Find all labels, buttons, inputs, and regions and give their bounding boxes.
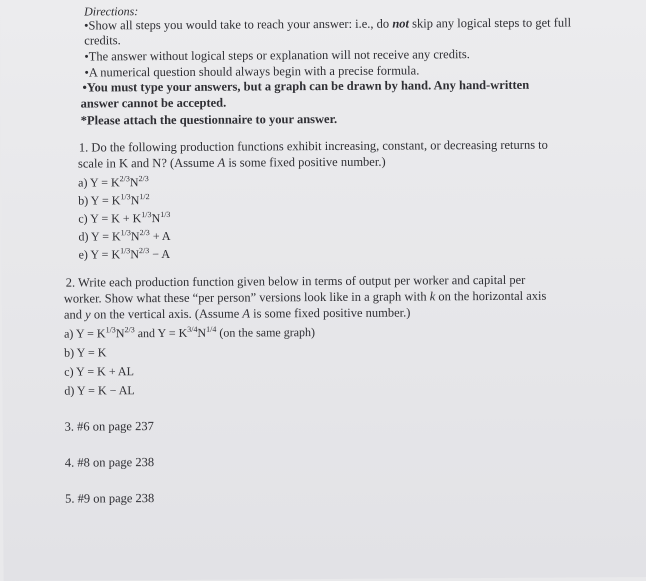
q2-prompt-line3: and y on the vertical axis. (Assume A is some fixed positive number.) bbox=[63, 305, 411, 322]
q2-option-a: a) $Y = K^{1/3}N^{2/3}$ and $Y = K^{3/4}N^{1/4}$ (on the same graph) bbox=[63, 324, 316, 341]
q1-prompt-line2: scale in K and N? (Assume A is some fixed positive number.) bbox=[77, 154, 386, 171]
q1-option-c: c) $Y = K + K^{1/3}N^{1/3}$ bbox=[78, 209, 171, 226]
q4-reference: 4. #8 on page 238 bbox=[64, 455, 155, 470]
q1-option-a: a) $Y = K^{2/3}N^{2/3}$ bbox=[78, 174, 149, 190]
direction-item-3: •A numerical question should always begin with a precise formula. bbox=[84, 63, 420, 80]
direction-item-2: •The answer without logical steps or explanation will not receive any credits. bbox=[84, 47, 470, 64]
directions-heading: Directions: bbox=[84, 4, 139, 19]
q1-option-e: e) $Y = K^{1/3}N^{2/3} - A$ bbox=[78, 246, 171, 262]
direction-item-4: •You must type your answers, but a graph can be drawn by hand. Any hand-written bbox=[82, 77, 530, 95]
q3-reference: 3. #6 on page 237 bbox=[64, 419, 154, 434]
q2-option-c: c) Y = K + AL bbox=[64, 364, 134, 379]
q2-prompt-line2: worker. Show what these “per person” versions look like in a graph with k on the horizontal axis bbox=[63, 288, 547, 306]
q2-option-b: b) Y = K bbox=[64, 345, 107, 360]
q5-reference: 5. #9 on page 238 bbox=[65, 491, 155, 506]
direction-item-4-cont: answer cannot be accepted. bbox=[80, 95, 227, 111]
q2-option-d: d) Y = K − AL bbox=[64, 383, 135, 398]
direction-item-1-cont: credits. bbox=[84, 33, 121, 48]
q1-option-b: b) $Y = K^{1/3}N^{1/2}$ bbox=[78, 192, 150, 208]
direction-item-5: *Please attach the questionnaire to your answer. bbox=[80, 111, 338, 128]
q1-option-d: d) $Y = K^{1/3}N^{2/3} + A$ bbox=[78, 228, 171, 244]
direction-item-1: •Show all steps you would take to reach your answer: i.e., do not skip any logical steps to get full bbox=[84, 15, 572, 33]
q2-prompt-line1: 2. Write each production function given below in terms of output per worker and capital per bbox=[65, 272, 526, 290]
q1-prompt-line1: 1. Do the following production functions exhibit increasing, constant, or decreasing returns to bbox=[78, 137, 548, 155]
